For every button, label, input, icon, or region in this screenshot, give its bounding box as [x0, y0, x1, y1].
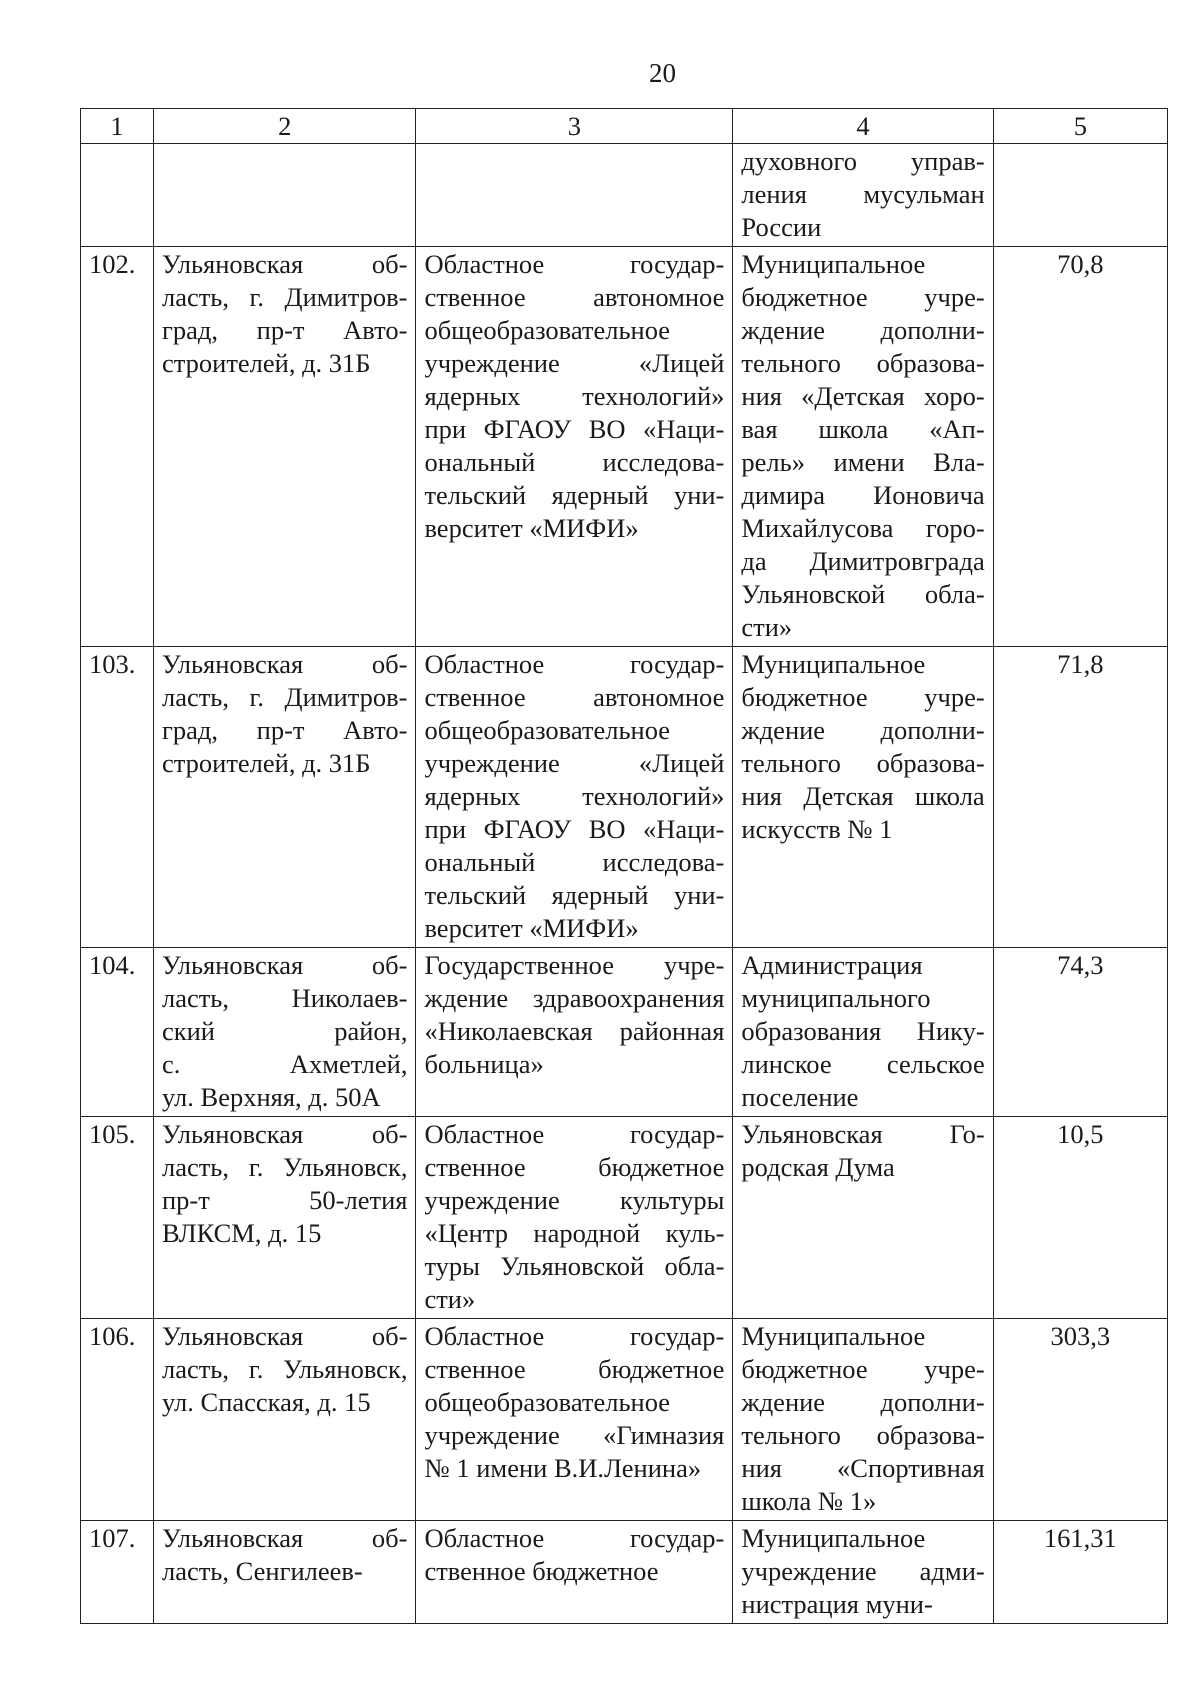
row-number: 106. — [81, 1319, 154, 1521]
user-cell-line: линское сельское — [741, 1049, 985, 1079]
address-cell-line: ВЛКСМ, д. 15 — [161, 1218, 322, 1248]
user-cell-line: поселение — [741, 1082, 859, 1112]
address-cell — [153, 144, 415, 247]
holder-cell-line: «Николаевская районная — [424, 1016, 725, 1046]
column-header-row — [81, 109, 1168, 144]
user-cell-line: муниципального — [741, 983, 931, 1013]
column-header-2: 2 — [153, 109, 415, 144]
holder-cell-line: тельский ядерный уни- — [424, 880, 725, 910]
user-cell-line: ления мусульман — [741, 179, 985, 209]
holder-cell-line: Областное государ- — [424, 1523, 725, 1553]
holder-cell-line: Областное государ- — [424, 1119, 725, 1149]
holder-cell-line: № 1 имени В.И.Ленина» — [424, 1453, 702, 1483]
user-cell-line: образования Нику- — [741, 1016, 985, 1046]
row-number: 103. — [81, 647, 154, 948]
holder-cell-line: ональный исследова- — [424, 447, 725, 477]
user-cell — [733, 247, 993, 647]
user-cell-line: школа № 1» — [741, 1486, 877, 1516]
holder-cell-line: Областное государ- — [424, 249, 725, 279]
user-cell-line: ждение дополни- — [741, 715, 985, 745]
address-cell-line: Ульяновская об- — [161, 649, 408, 679]
holder-cell — [416, 1521, 733, 1624]
holder-cell-line: учреждение «Гимназия — [424, 1420, 725, 1450]
table-row — [81, 1521, 1168, 1624]
user-cell-line: ния Детская школа — [741, 781, 985, 811]
address-cell-line: Ульяновская об- — [161, 1119, 408, 1149]
holder-cell-line: ядерных технологий» — [424, 381, 725, 411]
address-cell-line: строителей, д. 31Б — [161, 348, 371, 378]
user-cell-line: ния «Детская хоро- — [741, 381, 985, 411]
row-number: 105. — [81, 1117, 154, 1319]
address-cell-line: Ульяновская об- — [161, 1523, 408, 1553]
user-cell-line: тельного образова- — [741, 748, 985, 778]
address-cell-line: ласть, г. Димитров- — [161, 682, 408, 712]
holder-cell-line: ственное бюджетное — [424, 1354, 725, 1384]
user-cell-line: ния «Спортивная — [741, 1453, 985, 1483]
address-cell-line: с. Ахметлей, — [161, 1049, 408, 1079]
holder-cell-line: общеобразовательное — [424, 715, 671, 745]
table-row — [81, 948, 1168, 1117]
table-row — [81, 647, 1168, 948]
holder-cell — [416, 1319, 733, 1521]
user-cell-line: Муниципальное — [741, 649, 926, 679]
holder-cell-line: Государственное учре- — [424, 950, 725, 980]
holder-cell-line: ственное бюджетное — [424, 1152, 725, 1182]
holder-cell-line: тельский ядерный уни- — [424, 480, 725, 510]
address-cell-line: ласть, Сенгилеев- — [161, 1556, 363, 1586]
area-cell: 161,31 — [993, 1521, 1167, 1624]
user-cell-line: ждение дополни- — [741, 315, 985, 345]
user-cell-line: Администрация — [741, 950, 923, 980]
row-number: 107. — [81, 1521, 154, 1624]
holder-cell — [416, 647, 733, 948]
column-header-1: 1 — [81, 109, 154, 144]
property-table — [80, 108, 1168, 1624]
user-cell-line: бюджетное учре- — [741, 682, 985, 712]
holder-cell-line: учреждение «Лицей — [424, 748, 725, 778]
user-cell — [733, 1319, 993, 1521]
user-cell-line: Муниципальное — [741, 249, 926, 279]
table-row — [81, 1117, 1168, 1319]
user-cell-line: рель» имени Вла- — [741, 447, 985, 477]
holder-cell — [416, 247, 733, 647]
page-number: 20 — [649, 58, 676, 88]
holder-cell-line: Областное государ- — [424, 649, 725, 679]
user-cell-line: Муниципальное — [741, 1523, 926, 1553]
user-cell-line: России — [741, 212, 822, 242]
address-cell-line: ласть, г. Ульяновск, — [161, 1354, 408, 1384]
user-cell-line: родская Дума — [741, 1152, 895, 1182]
holder-cell-line: верситет «МИФИ» — [424, 913, 639, 943]
user-cell-line: димира Ионовича — [741, 480, 985, 510]
user-cell — [733, 647, 993, 948]
holder-cell-line: ждение здравоохранения — [424, 983, 725, 1013]
holder-cell-line: общеобразовательное — [424, 315, 671, 345]
holder-cell-line: ственное автономное — [424, 282, 725, 312]
holder-cell-line: учреждение культуры — [424, 1185, 725, 1215]
holder-cell-line: общеобразовательное — [424, 1387, 671, 1417]
holder-cell-line: ональный исследова- — [424, 847, 725, 877]
address-cell-line: ласть, г. Ульяновск, — [161, 1152, 408, 1182]
row-number: 102. — [81, 247, 154, 647]
address-cell — [153, 948, 415, 1117]
address-cell-line: ласть, г. Димитров- — [161, 282, 408, 312]
user-cell-line: вая школа «Ап- — [741, 414, 985, 444]
address-cell — [153, 1117, 415, 1319]
address-cell-line: ский район, — [161, 1016, 408, 1046]
area-cell — [993, 144, 1167, 247]
area-cell: 303,3 — [993, 1319, 1167, 1521]
address-cell-line: ул. Верхняя, д. 50А — [161, 1082, 381, 1112]
holder-cell-line: «Центр народной куль- — [424, 1218, 725, 1248]
column-header-5: 5 — [993, 109, 1167, 144]
user-cell-line: да Димитровграда — [741, 546, 985, 576]
holder-cell — [416, 144, 733, 247]
user-cell — [733, 1521, 993, 1624]
area-cell: 74,3 — [993, 948, 1167, 1117]
holder-cell-line: при ФГАОУ ВО «Наци- — [424, 414, 725, 444]
user-cell-line: сти» — [741, 612, 793, 642]
holder-cell-line: при ФГАОУ ВО «Наци- — [424, 814, 725, 844]
user-cell — [733, 948, 993, 1117]
address-cell-line: град, пр-т Авто- — [161, 715, 408, 745]
area-cell: 10,5 — [993, 1117, 1167, 1319]
user-cell-line: бюджетное учре- — [741, 282, 985, 312]
holder-cell-line: ственное бюджетное — [424, 1556, 659, 1586]
user-cell-line: тельного образова- — [741, 1420, 985, 1450]
user-cell-line: учреждение адми- — [741, 1556, 985, 1586]
address-cell-line: пр-т 50-летия — [161, 1185, 408, 1215]
address-cell — [153, 1319, 415, 1521]
address-cell-line: ул. Спасская, д. 15 — [161, 1387, 371, 1417]
address-cell-line: ласть, Николаев- — [161, 983, 408, 1013]
user-cell-line: нистрация муни- — [741, 1589, 933, 1619]
address-cell — [153, 647, 415, 948]
column-header-3: 3 — [416, 109, 733, 144]
area-cell: 70,8 — [993, 247, 1167, 647]
user-cell-line: бюджетное учре- — [741, 1354, 985, 1384]
holder-cell — [416, 948, 733, 1117]
area-cell: 71,8 — [993, 647, 1167, 948]
address-cell-line: Ульяновская об- — [161, 1321, 408, 1351]
table-row — [81, 247, 1168, 647]
user-cell-line: ждение дополни- — [741, 1387, 985, 1417]
address-cell-line: Ульяновская об- — [161, 950, 408, 980]
holder-cell-line: ственное автономное — [424, 682, 725, 712]
table-row — [81, 144, 1168, 247]
user-cell-line: тельного образова- — [741, 348, 985, 378]
address-cell-line: Ульяновская об- — [161, 249, 408, 279]
user-cell-line: Ульяновской обла- — [741, 579, 985, 609]
column-header-4: 4 — [733, 109, 993, 144]
address-cell-line: град, пр-т Авто- — [161, 315, 408, 345]
user-cell — [733, 1117, 993, 1319]
table-row — [81, 1319, 1168, 1521]
holder-cell — [416, 1117, 733, 1319]
holder-cell-line: учреждение «Лицей — [424, 348, 725, 378]
row-number: 104. — [81, 948, 154, 1117]
user-cell-line: духовного управ- — [741, 146, 985, 176]
user-cell-line: Михайлусова горо- — [741, 513, 985, 543]
holder-cell-line: верситет «МИФИ» — [424, 513, 639, 543]
user-cell-line: искусств № 1 — [741, 814, 893, 844]
holder-cell-line: ядерных технологий» — [424, 781, 725, 811]
holder-cell-line: туры Ульяновской обла- — [424, 1251, 725, 1281]
user-cell — [733, 144, 993, 247]
address-cell — [153, 247, 415, 647]
holder-cell-line: Областное государ- — [424, 1321, 725, 1351]
user-cell-line: Муниципальное — [741, 1321, 926, 1351]
holder-cell-line: больница» — [424, 1049, 544, 1079]
row-number — [81, 144, 154, 247]
address-cell — [153, 1521, 415, 1624]
address-cell-line: строителей, д. 31Б — [161, 748, 371, 778]
user-cell-line: Ульяновская Го- — [741, 1119, 985, 1149]
holder-cell-line: сти» — [424, 1284, 476, 1314]
